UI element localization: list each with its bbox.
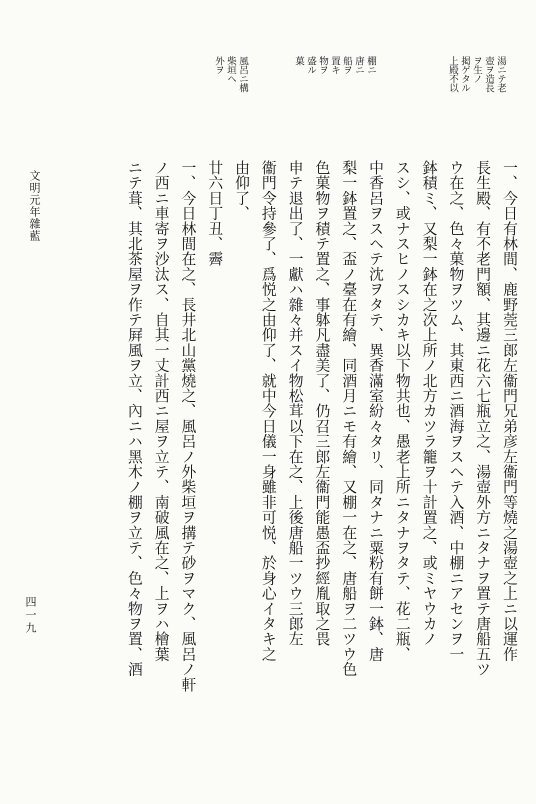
body-line: 一、今日有林間、鹿野莞三郎左衞門兄弟彦左衞門等燒之湯壺之上ニ以運作 [501, 160, 518, 662]
body-text [120, 160, 522, 755]
body-line: 衞門令持參了、爲悦之由仰了、就中今日儀一身雖非可悦、於身心イタキ之 [259, 160, 277, 662]
headnote-line: 外ヲ [213, 56, 224, 74]
headnote-line: 棚ニ [365, 56, 376, 74]
body-line: 鉢積ミ、又梨一鉢在之次上所ノ北方カツラ籠ヲ十計置之、或ミヤウカノ [420, 160, 438, 647]
headnote-line: 掲ゲタル [459, 56, 470, 92]
headnote-line: 壺ヲ造長 [483, 56, 494, 92]
headnote-line: 盛ル [305, 56, 316, 74]
headnote-line: 柴垣ヘ [225, 56, 236, 83]
headnote-line: 置キ [329, 56, 340, 74]
body-line: 中香呂ヲスヘテ沈ヲタテ、異香滿室紛々タリ、同タナニ粟粉有餅一鉢、唐 [367, 160, 385, 662]
body-line: スシ、或ナスヒノスシカキ以下物共也、愚老上所ニタナヲタテ、花二瓶、 [393, 160, 411, 662]
headnote-left [212, 56, 248, 136]
headnote-right [446, 56, 506, 136]
headnote-line: 船ヲ [341, 56, 352, 74]
body-line: ウ在之、色々菓物ヲツム、其東西ニ酒海ヲスヘテ入酒、中棚ニアセンヲ一 [447, 160, 465, 662]
body-line: 由仰了、 [233, 160, 251, 221]
body-line: ニテ葺、其北茶屋ヲ作テ屛風ヲ立、內ニハ黑木ノ棚ヲ立テ、色々物ヲ置、酒 [125, 160, 143, 677]
headnote-line: 湯ニテ老 [495, 56, 506, 92]
headnote-line: 唐ニ [353, 56, 364, 74]
running-title: 文明元年雜藍 [28, 170, 41, 242]
body-line: 申テ退出了、一獻ハ雜々并スイ物松茸以下在之、上後唐船一ツウ三郎左 [286, 160, 304, 647]
headnote-line: 上殿不以 [447, 56, 458, 92]
date-heading: 廿六日丁丑、霽 [206, 160, 224, 267]
headnote-line: ヲ生ノ [471, 56, 482, 83]
body-line: ノ西ニ車寄ヲ沙汰ス、自其一丈計西ニ屋ヲ立テ、南破風在之、上ヲハ檜葉 [152, 160, 170, 662]
headnote-middle [292, 56, 376, 136]
body-line: 一、今日林間在之、長井北山黨燒之、風呂ノ外柴垣ヲ搆テ砂ヲマク、風呂ノ軒 [179, 160, 197, 692]
page-number: 四一九 [24, 596, 37, 635]
body-line: 長生殿、有不老門額、其邊ニ花六七瓶立之、湯壺外方ニタナヲ置テ唐船五ツ [474, 160, 492, 677]
headnote-line: 物ヲ [317, 56, 328, 74]
body-line: 梨一鉢置之、盃ノ臺在有繪、同酒月ニモ有繪、又棚一在之、唐船ヲ二ツウ色 [340, 160, 358, 677]
headnote-line: 菓 [293, 56, 304, 65]
body-line: 色菓物ヲ積テ置之、事躰凡盡美了、仍召三郎左衞門能愚盃抄經胤取之畏 [313, 160, 331, 647]
headnote-line: 風呂ニ構 [237, 56, 248, 92]
